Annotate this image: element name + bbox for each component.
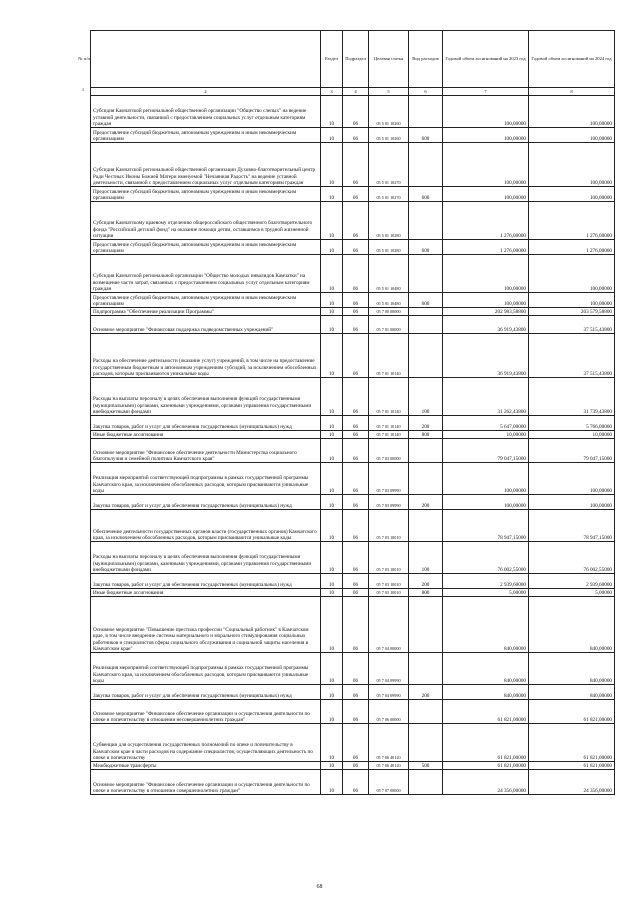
row-amount-2023: 1 276,00000 <box>443 240 529 255</box>
row-expense-type <box>409 597 443 653</box>
row-target-article: 05 7 07 00000 <box>369 770 409 795</box>
row-subsection: 06 <box>343 685 369 700</box>
row-name: Субсидия Камчатской региональной организации "Общество молодых инвалидов Камчатки" на возмещение части затрат, связанных с предоставлением социальных услуг отдельным категориям граждан <box>91 255 321 293</box>
row-expense-type <box>409 202 443 240</box>
column-number: 8 <box>529 88 615 96</box>
row-expense-type: 800 <box>409 431 443 439</box>
row-expense-type <box>409 700 443 724</box>
row-section: 10 <box>321 202 343 240</box>
row-expense-type: 200 <box>409 495 443 510</box>
row-target-article: 05 7 04 09990 <box>369 653 409 685</box>
row-section: 10 <box>321 187 343 202</box>
row-target-article: 05 5 01 10260 <box>369 96 409 128</box>
row-section: 10 <box>321 724 343 762</box>
row-section: 10 <box>321 240 343 255</box>
table-row <box>91 589 615 597</box>
row-name: Обеспечение деятельности государственных органов власти (государственных органов) Камчатского края, за исключением обособленных расходов, которым присваиваются уникальные коды <box>91 510 321 542</box>
row-expense-type <box>409 510 443 542</box>
row-expense-type: 600 <box>409 128 443 143</box>
row-amount-2024: 100,00000 <box>529 255 615 293</box>
row-section: 10 <box>321 597 343 653</box>
table-row <box>91 653 615 685</box>
table-row <box>91 334 615 378</box>
table-row <box>91 378 615 416</box>
table-row <box>91 770 615 795</box>
row-amount-2024: 61 821,00000 <box>529 700 615 724</box>
row-amount-2023: 61 821,00000 <box>443 724 529 762</box>
column-header-section: Раздел <box>321 31 343 88</box>
table-row <box>91 724 615 762</box>
row-amount-2023: 79 047,15000 <box>443 439 529 463</box>
row-subsection: 06 <box>343 589 369 597</box>
row-amount-2023: 840,00000 <box>443 685 529 700</box>
row-subsection: 06 <box>343 597 369 653</box>
row-name: Субвенции для осуществления государственных полномочий по опеке и попечительству в Камчатском крае в части расходов на содержание специалистов, осуществляющих деятельность по опеке и попечительству <box>91 724 321 762</box>
table-row <box>91 510 615 542</box>
row-target-article: 05 5 01 10280 <box>369 202 409 240</box>
table-header-row <box>91 31 615 88</box>
row-amount-2024: 61 821,00000 <box>529 724 615 762</box>
row-target-article: 05 5 01 10480 <box>369 255 409 293</box>
table-row <box>91 542 615 574</box>
row-section: 10 <box>321 495 343 510</box>
row-name: Предоставление субсидий бюджетным, автономным учреждениям и иным некоммерческим организациям <box>91 240 321 255</box>
row-target-article: 05 7 03 10010 <box>369 589 409 597</box>
row-subsection: 06 <box>343 240 369 255</box>
row-name: Основное мероприятие "Финансовое обеспечение организации и осуществления деятельности по опеке и попечительству в отношении совершеннолетних граждан" <box>91 770 321 795</box>
row-expense-type <box>409 255 443 293</box>
column-header-name <box>91 31 321 88</box>
row-target-article: 05 7 03 10010 <box>369 574 409 589</box>
table-row <box>91 202 615 240</box>
row-expense-type: 600 <box>409 187 443 202</box>
row-target-article: 05 7 01 10140 <box>369 334 409 378</box>
row-section: 10 <box>321 770 343 795</box>
budget-table-page <box>90 30 614 795</box>
row-section: 10 <box>321 293 343 308</box>
row-subsection: 06 <box>343 316 369 334</box>
table-row <box>91 463 615 495</box>
row-amount-2024: 5,00000 <box>529 589 615 597</box>
row-subsection: 06 <box>343 96 369 128</box>
row-target-article: 05 7 01 10140 <box>369 416 409 431</box>
row-expense-type: 600 <box>409 293 443 308</box>
row-section: 10 <box>321 463 343 495</box>
row-subsection: 06 <box>343 653 369 685</box>
row-name: Основное мероприятие "Финансовая поддержка подведомственных учреждений" <box>91 316 321 334</box>
row-amount-2024: 10,00000 <box>529 431 615 439</box>
row-subsection: 06 <box>343 334 369 378</box>
row-amount-2024: 37 515,43800 <box>529 316 615 334</box>
table-row <box>91 96 615 128</box>
row-amount-2024: 100,00000 <box>529 128 615 143</box>
row-section: 10 <box>321 255 343 293</box>
row-amount-2023: 100,00000 <box>443 255 529 293</box>
row-amount-2024: 840,00000 <box>529 653 615 685</box>
table-row <box>91 685 615 700</box>
row-amount-2023: 100,00000 <box>443 187 529 202</box>
row-name: Основное мероприятие "Финансовое обеспечение организации и осуществления деятельности по опеке и попечительству в отношении несовершеннолетних граждан" <box>91 700 321 724</box>
row-name: Иные бюджетные ассигнования <box>91 431 321 439</box>
row-name: Иные бюджетные ассигнования <box>91 589 321 597</box>
row-subsection: 06 <box>343 439 369 463</box>
row-amount-2023: 840,00000 <box>443 597 529 653</box>
row-amount-2024: 100,00000 <box>529 293 615 308</box>
row-amount-2023: 100,00000 <box>443 495 529 510</box>
row-amount-2023: 2 939,60000 <box>443 574 529 589</box>
row-amount-2024: 1 276,00000 <box>529 202 615 240</box>
row-expense-type: 800 <box>409 589 443 597</box>
row-section: 10 <box>321 542 343 574</box>
row-target-article: 05 7 03 00000 <box>369 439 409 463</box>
row-section: 10 <box>321 334 343 378</box>
row-amount-2024: 1 276,00000 <box>529 240 615 255</box>
row-amount-2024: 76 002,55000 <box>529 542 615 574</box>
row-subsection: 06 <box>343 724 369 762</box>
column-header-2024: Годовой объем ассигнований на 2024 год <box>529 31 615 88</box>
row-name: Субсидия Камчатской региональной общественной организации "Общество слепых" на ведение уставной деятельности, связанной с предоставлением социальных услуг отдельным категориям граждан <box>91 96 321 128</box>
row-amount-2023: 31 262,43800 <box>443 378 529 416</box>
table-row <box>91 416 615 431</box>
row-section: 10 <box>321 96 343 128</box>
row-subsection: 06 <box>343 700 369 724</box>
row-subsection: 06 <box>343 574 369 589</box>
row-amount-2024: 203 579,58800 <box>529 308 615 316</box>
row-name: Реализация мероприятий соответствующей подпрограммы в рамках государственной программы Камчатского края, за исключением обособленных расходов, которым присваиваются уникальные коды <box>91 653 321 685</box>
row-subsection: 06 <box>343 463 369 495</box>
table-row <box>91 574 615 589</box>
row-amount-2024: 100,00000 <box>529 96 615 128</box>
row-section: 10 <box>321 589 343 597</box>
column-number: 3 <box>321 88 343 96</box>
row-expense-type <box>409 334 443 378</box>
row-section: 10 <box>321 510 343 542</box>
row-section: 10 <box>321 574 343 589</box>
row-amount-2023: 100,00000 <box>443 143 529 187</box>
row-expense-type: 200 <box>409 685 443 700</box>
row-subsection: 06 <box>343 495 369 510</box>
row-amount-2023: 78 947,15000 <box>443 510 529 542</box>
row-section: 10 <box>321 685 343 700</box>
row-target-article: 05 5 01 10260 <box>369 128 409 143</box>
table-row <box>91 762 615 770</box>
row-target-article: 05 7 03 09990 <box>369 495 409 510</box>
row-subsection: 06 <box>343 255 369 293</box>
row-amount-2024: 31 739,43800 <box>529 378 615 416</box>
row-expense-type <box>409 439 443 463</box>
row-amount-2023: 202 983,58800 <box>443 308 529 316</box>
row-amount-2023: 100,00000 <box>443 96 529 128</box>
row-name: Основное мероприятие "Финансовое обеспечение деятельности Министерства социального благополучия и семейной политики Камчатского края" <box>91 439 321 463</box>
row-amount-2023: 10,00000 <box>443 431 529 439</box>
row-amount-2023: 61 821,00000 <box>443 700 529 724</box>
row-subsection: 06 <box>343 416 369 431</box>
row-subsection: 06 <box>343 128 369 143</box>
row-name: Подпрограмма "Обеспечение реализации Программы" <box>91 308 321 316</box>
row-subsection: 06 <box>343 308 369 316</box>
row-name: Основное мероприятие "Повышение престижа профессии "Социальный работник" в Камчатском крае, в том числе внедрение системы материального и морального стимулирования социальных работников и специалистов сферы социального обслуживания и социальной защиты населения в Камчатском крае" <box>91 597 321 653</box>
row-expense-type <box>409 653 443 685</box>
column-number: 1 <box>81 87 85 92</box>
row-amount-2024: 79 047,15000 <box>529 439 615 463</box>
row-amount-2023: 1 276,00000 <box>443 202 529 240</box>
row-amount-2024: 2 939,60000 <box>529 574 615 589</box>
row-subsection: 06 <box>343 431 369 439</box>
column-header-expense-type: Вид расходов <box>409 31 443 88</box>
row-target-article: 05 7 01 10140 <box>369 431 409 439</box>
table-row <box>91 187 615 202</box>
row-name: Закупка товаров, работ и услуг для обеспечения государственных (муниципальных) нужд <box>91 685 321 700</box>
row-amount-2023: 61 821,00000 <box>443 762 529 770</box>
row-subsection: 06 <box>343 293 369 308</box>
row-subsection: 06 <box>343 762 369 770</box>
row-expense-type <box>409 724 443 762</box>
row-subsection: 06 <box>343 770 369 795</box>
table-row <box>91 255 615 293</box>
row-amount-2023: 5 647,00000 <box>443 416 529 431</box>
row-section: 10 <box>321 431 343 439</box>
row-target-article: 05 7 04 09990 <box>369 685 409 700</box>
row-amount-2024: 100,00000 <box>529 143 615 187</box>
row-expense-type: 600 <box>409 240 443 255</box>
row-amount-2024: 24 356,00000 <box>529 770 615 795</box>
column-header-subsection: Подраздел <box>343 31 369 88</box>
row-amount-2024: 5 766,00000 <box>529 416 615 431</box>
row-expense-type <box>409 143 443 187</box>
row-target-article: 05 7 06 40120 <box>369 762 409 770</box>
row-target-article: 05 7 03 10010 <box>369 542 409 574</box>
column-header-2023: Годовой объем ассигнований на 2023 год <box>443 31 529 88</box>
row-target-article: 05 7 03 09990 <box>369 463 409 495</box>
table-row <box>91 439 615 463</box>
row-target-article: 05 5 01 10270 <box>369 143 409 187</box>
row-subsection: 06 <box>343 378 369 416</box>
row-section: 10 <box>321 416 343 431</box>
row-expense-type <box>409 770 443 795</box>
row-target-article: 05 7 04 00000 <box>369 597 409 653</box>
table-row <box>91 597 615 653</box>
row-expense-type: 500 <box>409 762 443 770</box>
table-row <box>91 431 615 439</box>
row-expense-type <box>409 308 443 316</box>
row-section: 10 <box>321 439 343 463</box>
row-name: Предоставление субсидий бюджетным, автономным учреждениям и иным некоммерческим организациям <box>91 128 321 143</box>
row-subsection: 06 <box>343 143 369 187</box>
row-name: Закупка товаров, работ и услуг для обеспечения государственных (муниципальных) нужд <box>91 416 321 431</box>
row-amount-2024: 100,00000 <box>529 495 615 510</box>
column-number-row <box>91 88 615 96</box>
row-amount-2024: 840,00000 <box>529 685 615 700</box>
row-target-article: 05 7 00 00000 <box>369 308 409 316</box>
row-amount-2023: 100,00000 <box>443 293 529 308</box>
row-name: Субсидия Камчатской региональной общественной организации Духовно-благотворительный центр Ради Честных Иконы Божией Матери именуемой "Нечаянная Радость" на ведение уставной деятельности, связанной с предоставлением социальных услуг отдельным категориям граждан <box>91 143 321 187</box>
row-expense-type: 100 <box>409 378 443 416</box>
column-number: 6 <box>409 88 443 96</box>
row-amount-2023: 24 356,00000 <box>443 770 529 795</box>
row-subsection: 06 <box>343 510 369 542</box>
row-section: 10 <box>321 378 343 416</box>
row-target-article: 05 5 01 10270 <box>369 187 409 202</box>
row-name: Закупка товаров, работ и услуг для обеспечения государственных (муниципальных) нужд <box>91 574 321 589</box>
table-row <box>91 293 615 308</box>
row-target-article: 05 5 01 10280 <box>369 240 409 255</box>
row-target-article: 05 7 06 40120 <box>369 724 409 762</box>
budget-allocation-table <box>90 30 615 795</box>
row-amount-2024: 37 515,43800 <box>529 334 615 378</box>
row-section: 10 <box>321 308 343 316</box>
row-target-article: 05 7 01 00000 <box>369 316 409 334</box>
row-name: Реализация мероприятий соответствующей подпрограммы в рамках государственной программы Камчатского края, за исключением обособленных расходов, которым присваиваются уникальные коды <box>91 463 321 495</box>
row-expense-type <box>409 463 443 495</box>
row-amount-2023: 100,00000 <box>443 463 529 495</box>
column-header-target-article: Целевая статья <box>369 31 409 88</box>
row-amount-2024: 61 821,00000 <box>529 762 615 770</box>
table-row <box>91 495 615 510</box>
table-row <box>91 316 615 334</box>
row-amount-2023: 840,00000 <box>443 653 529 685</box>
row-name: Предоставление субсидий бюджетным, автономным учреждениям и иным некоммерческим организациям <box>91 293 321 308</box>
row-target-article: 05 7 03 10010 <box>369 510 409 542</box>
table-row <box>91 700 615 724</box>
row-name: Межбюджетные трансферты <box>91 762 321 770</box>
column-number: 2 <box>91 88 321 96</box>
row-name: Расходы на обеспечение деятельности (оказание услуг) учреждений, в том числе на предоставление государственным бюджетным и автономным учреждениям субсидий, за исключением обособленных расходов, которым присваиваются уникальные коды <box>91 334 321 378</box>
table-row <box>91 128 615 143</box>
row-expense-type: 100 <box>409 542 443 574</box>
row-amount-2023: 36 919,43800 <box>443 316 529 334</box>
page-number: 68 <box>316 884 323 890</box>
row-amount-2023: 36 919,43800 <box>443 334 529 378</box>
row-subsection: 06 <box>343 202 369 240</box>
row-target-article: 05 7 06 00000 <box>369 700 409 724</box>
row-section: 10 <box>321 316 343 334</box>
column-number: 4 <box>343 88 369 96</box>
table-row <box>91 143 615 187</box>
row-name: Расходы на выплаты персоналу в целях обеспечения выполнения функций государственными (муниципальными) органами, казенными учреждениями, органами управления государственными внебюджетными фондами <box>91 378 321 416</box>
row-target-article: 05 7 01 10140 <box>369 378 409 416</box>
row-expense-type <box>409 96 443 128</box>
row-section: 10 <box>321 762 343 770</box>
row-section: 10 <box>321 143 343 187</box>
row-expense-type <box>409 316 443 334</box>
row-amount-2023: 5,00000 <box>443 589 529 597</box>
row-amount-2024: 100,00000 <box>529 187 615 202</box>
column-number: 5 <box>369 88 409 96</box>
row-expense-type: 200 <box>409 574 443 589</box>
row-amount-2024: 78 947,15000 <box>529 510 615 542</box>
row-name: Расходы на выплаты персоналу в целях обеспечения выполнения функций государственными (муниципальными) органами, казенными учреждениями, органами управления государственными внебюджетными фондами <box>91 542 321 574</box>
row-subsection: 06 <box>343 187 369 202</box>
row-section: 10 <box>321 700 343 724</box>
row-section: 10 <box>321 653 343 685</box>
row-target-article: 05 5 01 10480 <box>369 293 409 308</box>
row-amount-2023: 76 002,55000 <box>443 542 529 574</box>
table-row <box>91 308 615 316</box>
row-section: 10 <box>321 128 343 143</box>
row-name: Предоставление субсидий бюджетным, автономным учреждениям и иным некоммерческим организациям <box>91 187 321 202</box>
row-amount-2023: 100,00000 <box>443 128 529 143</box>
table-row <box>91 240 615 255</box>
row-name: Закупка товаров, работ и услуг для обеспечения государственных (муниципальных) нужд <box>91 495 321 510</box>
column-header-number: № п/п <box>78 55 90 61</box>
row-name: Субсидия Камчатскому краевому отделению общероссийского общественного благотворительного фонда "Российский детский фонд" на оказание помощи детям, оставшимся в трудной жизненной ситуации <box>91 202 321 240</box>
row-amount-2024: 840,00000 <box>529 597 615 653</box>
row-subsection: 06 <box>343 542 369 574</box>
row-expense-type: 200 <box>409 416 443 431</box>
column-number: 7 <box>443 88 529 96</box>
row-amount-2024: 100,00000 <box>529 463 615 495</box>
